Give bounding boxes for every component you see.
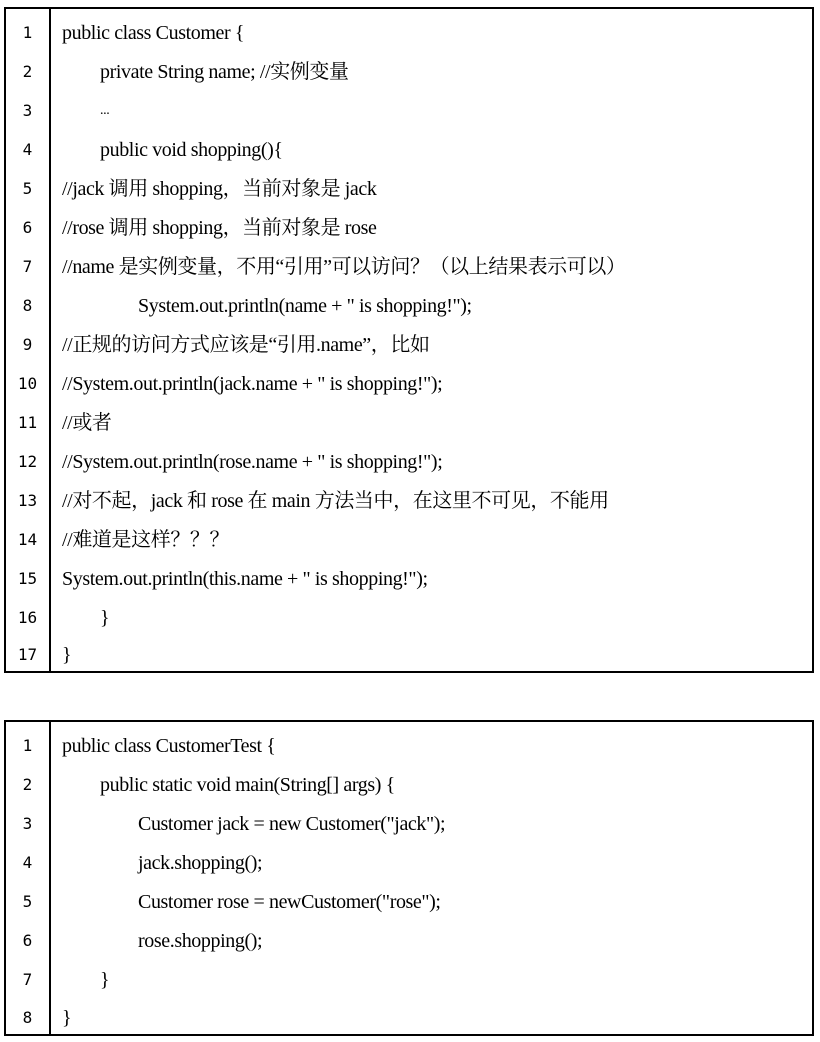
code-comment-line: //System.out.println(jack.name + " is shopping!"); — [62, 373, 443, 395]
code-row — [6, 404, 812, 442]
code-comment-line: //name 是实例变量，不用“引用”可以访问？（以上结果表示可以） — [62, 256, 626, 278]
code-line: Customer rose = newCustomer("rose"); — [138, 891, 441, 913]
code-row — [6, 883, 812, 921]
line-number: 2 — [22, 62, 33, 81]
code-line: } — [100, 607, 110, 629]
code-line: public class CustomerTest { — [62, 735, 276, 757]
code-row — [6, 365, 812, 403]
line-number: 4 — [22, 140, 33, 159]
line-number: 4 — [22, 853, 33, 872]
code-line: } — [62, 1007, 72, 1029]
line-number: 6 — [22, 218, 33, 237]
code-row — [6, 92, 812, 130]
code-line: System.out.println(name + " is shopping!"); — [138, 295, 472, 317]
code-line: public void shopping(){ — [100, 139, 283, 161]
line-number: 17 — [17, 645, 38, 664]
line-number: 8 — [22, 296, 33, 315]
code-line: } — [100, 969, 110, 991]
code-row — [6, 53, 812, 91]
code-row — [6, 443, 812, 481]
line-number: 15 — [17, 569, 38, 588]
code-comment-line: //jack 调用 shopping，当前对象是 jack — [62, 178, 377, 200]
line-number: 13 — [17, 491, 38, 510]
code-comment-line: //System.out.println(rose.name + " is shopping!"); — [62, 451, 443, 473]
line-number: 7 — [22, 970, 33, 989]
code-listing-customer-test — [4, 720, 814, 1036]
code-line: } — [62, 644, 72, 666]
code-row — [6, 170, 812, 208]
code-line: Customer jack = new Customer("jack"); — [138, 813, 446, 835]
code-row — [6, 727, 812, 765]
line-number: 9 — [22, 335, 33, 354]
line-number: 6 — [22, 931, 33, 950]
code-row — [6, 922, 812, 960]
code-line: jack.shopping(); — [138, 852, 263, 874]
code-comment-line: //对不起，jack 和 rose 在 main 方法当中，在这里不可见，不能用 — [62, 490, 609, 512]
code-line: private String name; //实例变量 — [100, 61, 349, 83]
line-number: 11 — [17, 413, 38, 432]
code-line: public static void main(String[] args) { — [100, 774, 395, 796]
line-number: 5 — [22, 179, 33, 198]
code-row — [6, 482, 812, 520]
line-number: 3 — [22, 814, 33, 833]
code-line: rose.shopping(); — [138, 930, 263, 952]
line-number: 3 — [22, 101, 33, 120]
line-number: 7 — [22, 257, 33, 276]
line-number: 1 — [22, 736, 33, 755]
code-row — [6, 326, 812, 364]
code-row — [6, 636, 812, 674]
code-row — [6, 961, 812, 999]
code-line: public class Customer { — [62, 22, 245, 44]
code-row — [6, 766, 812, 804]
line-number: 8 — [22, 1008, 33, 1027]
code-row — [6, 131, 812, 169]
code-row — [6, 521, 812, 559]
code-comment-line: //难道是这样？？？ — [62, 529, 230, 551]
line-number: 2 — [22, 775, 33, 794]
code-comment-line: //rose 调用 shopping，当前对象是 rose — [62, 217, 377, 239]
line-number: 16 — [17, 608, 38, 627]
line-number: 12 — [17, 452, 38, 471]
code-listing-customer — [4, 7, 814, 673]
line-number: 1 — [22, 23, 33, 42]
code-row — [6, 599, 812, 637]
code-row — [6, 209, 812, 247]
code-comment-line: //正规的访问方式应该是“引用.name”，比如 — [62, 334, 430, 356]
code-line: System.out.println(this.name + " is shopping!"); — [62, 568, 428, 590]
line-number: 10 — [17, 374, 38, 393]
code-row — [6, 287, 812, 325]
code-comment-line: //或者 — [62, 412, 112, 434]
code-row — [6, 248, 812, 286]
code-row — [6, 805, 812, 843]
line-number: 5 — [22, 892, 33, 911]
code-line: ... — [100, 103, 110, 118]
code-row — [6, 14, 812, 52]
code-row — [6, 844, 812, 882]
code-row — [6, 560, 812, 598]
code-row — [6, 999, 812, 1037]
line-number: 14 — [17, 530, 38, 549]
